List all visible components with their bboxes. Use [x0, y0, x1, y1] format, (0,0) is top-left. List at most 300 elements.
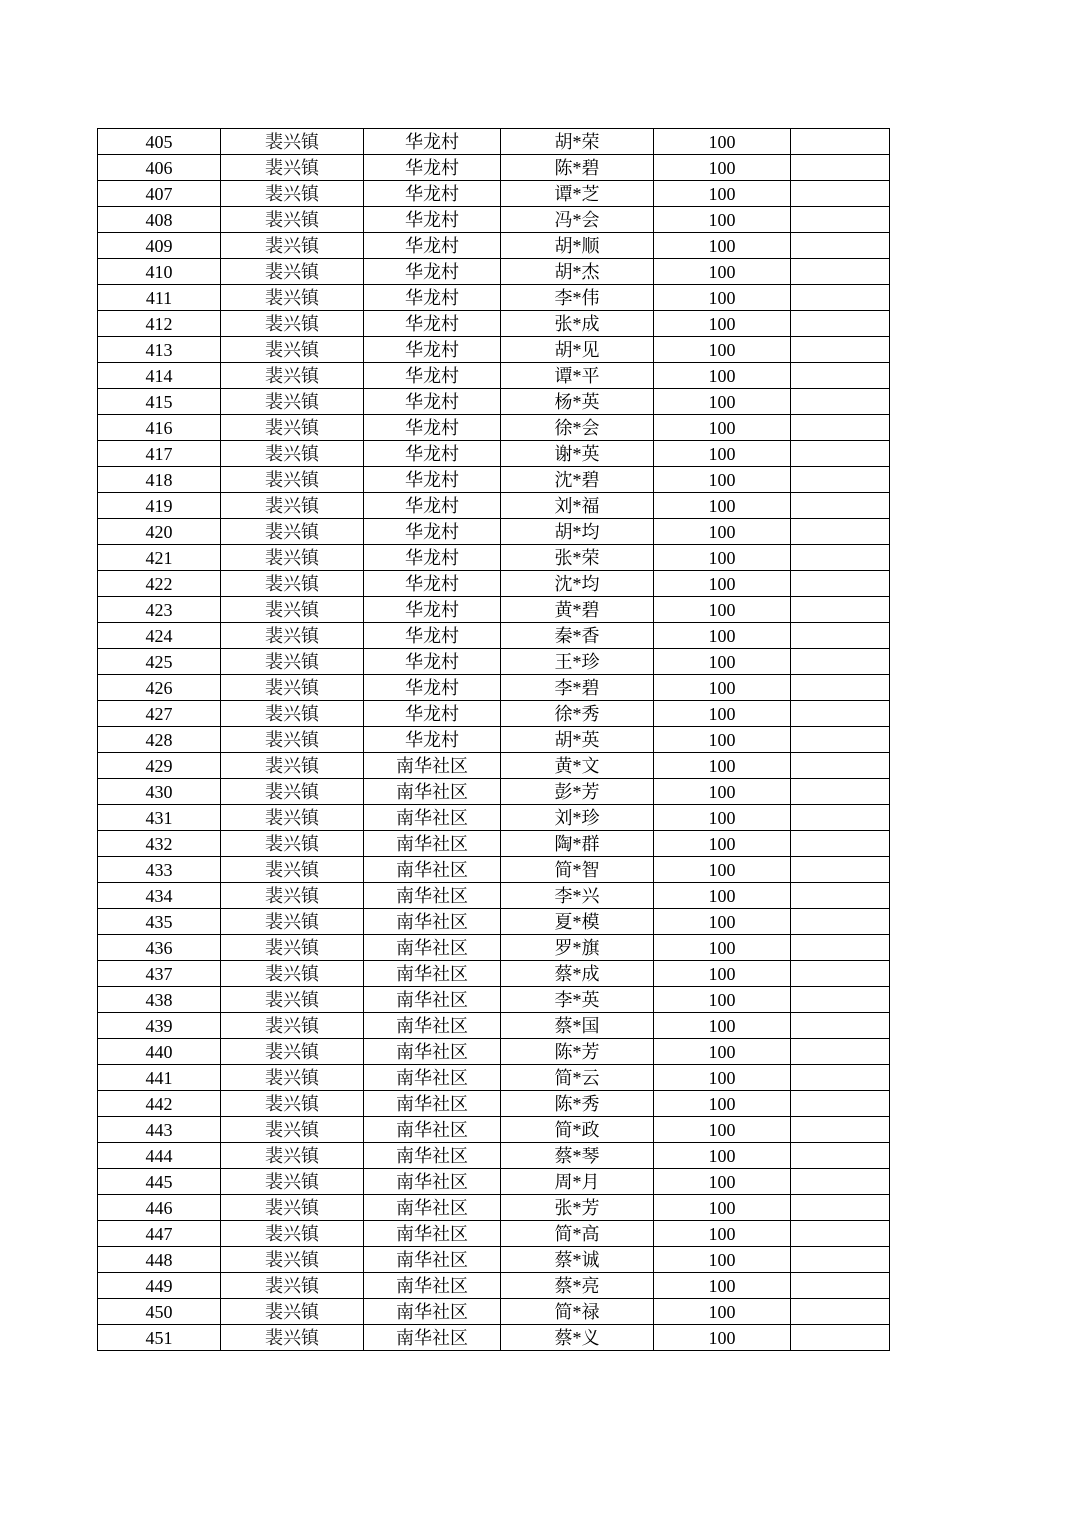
row-number-cell: 450: [98, 1299, 221, 1325]
row-number-cell: 410: [98, 259, 221, 285]
amount-cell: 100: [654, 493, 791, 519]
amount-cell: 100: [654, 857, 791, 883]
name-cell: 谢*英: [501, 441, 654, 467]
amount-cell: 100: [654, 779, 791, 805]
town-cell: 裴兴镇: [221, 727, 364, 753]
table-row: [98, 961, 890, 987]
row-number-cell: 425: [98, 649, 221, 675]
village-cell: 南华社区: [364, 1143, 501, 1169]
note-cell: [791, 1143, 890, 1169]
note-cell: [791, 1195, 890, 1221]
amount-cell: 100: [654, 1273, 791, 1299]
town-cell: 裴兴镇: [221, 571, 364, 597]
village-cell: 华龙村: [364, 363, 501, 389]
name-cell: 蔡*亮: [501, 1273, 654, 1299]
row-number-cell: 437: [98, 961, 221, 987]
name-cell: 彭*芳: [501, 779, 654, 805]
note-cell: [791, 493, 890, 519]
village-cell: 南华社区: [364, 1091, 501, 1117]
row-number-cell: 434: [98, 883, 221, 909]
amount-cell: 100: [654, 1117, 791, 1143]
note-cell: [791, 1039, 890, 1065]
name-cell: 罗*旗: [501, 935, 654, 961]
town-cell: 裴兴镇: [221, 1325, 364, 1351]
village-cell: 南华社区: [364, 1117, 501, 1143]
village-cell: 华龙村: [364, 649, 501, 675]
amount-cell: 100: [654, 259, 791, 285]
note-cell: [791, 519, 890, 545]
village-cell: 南华社区: [364, 961, 501, 987]
name-cell: 张*荣: [501, 545, 654, 571]
amount-cell: 100: [654, 207, 791, 233]
table-row: [98, 1039, 890, 1065]
village-cell: 南华社区: [364, 831, 501, 857]
town-cell: 裴兴镇: [221, 1065, 364, 1091]
table-row: [98, 207, 890, 233]
note-cell: [791, 805, 890, 831]
row-number-cell: 420: [98, 519, 221, 545]
row-number-cell: 430: [98, 779, 221, 805]
name-cell: 张*芳: [501, 1195, 654, 1221]
village-cell: 华龙村: [364, 519, 501, 545]
row-number-cell: 411: [98, 285, 221, 311]
name-cell: 胡*均: [501, 519, 654, 545]
table-row: [98, 935, 890, 961]
name-cell: 秦*香: [501, 623, 654, 649]
name-cell: 简*智: [501, 857, 654, 883]
name-cell: 陈*芳: [501, 1039, 654, 1065]
table-row: [98, 1221, 890, 1247]
row-number-cell: 405: [98, 129, 221, 155]
town-cell: 裴兴镇: [221, 1169, 364, 1195]
town-cell: 裴兴镇: [221, 467, 364, 493]
beneficiary-table: [97, 128, 890, 1351]
note-cell: [791, 259, 890, 285]
row-number-cell: 433: [98, 857, 221, 883]
table-row: [98, 129, 890, 155]
table-row: [98, 1247, 890, 1273]
village-cell: 华龙村: [364, 727, 501, 753]
amount-cell: 100: [654, 805, 791, 831]
town-cell: 裴兴镇: [221, 935, 364, 961]
village-cell: 华龙村: [364, 441, 501, 467]
amount-cell: 100: [654, 935, 791, 961]
note-cell: [791, 701, 890, 727]
name-cell: 刘*福: [501, 493, 654, 519]
table-row: [98, 337, 890, 363]
name-cell: 蔡*诚: [501, 1247, 654, 1273]
amount-cell: 100: [654, 1091, 791, 1117]
row-number-cell: 429: [98, 753, 221, 779]
name-cell: 李*英: [501, 987, 654, 1013]
name-cell: 简*高: [501, 1221, 654, 1247]
table-row: [98, 259, 890, 285]
row-number-cell: 416: [98, 415, 221, 441]
name-cell: 简*云: [501, 1065, 654, 1091]
note-cell: [791, 779, 890, 805]
table-row: [98, 1117, 890, 1143]
note-cell: [791, 311, 890, 337]
amount-cell: 100: [654, 675, 791, 701]
amount-cell: 100: [654, 753, 791, 779]
amount-cell: 100: [654, 389, 791, 415]
row-number-cell: 422: [98, 571, 221, 597]
amount-cell: 100: [654, 571, 791, 597]
note-cell: [791, 207, 890, 233]
note-cell: [791, 285, 890, 311]
town-cell: 裴兴镇: [221, 779, 364, 805]
note-cell: [791, 1169, 890, 1195]
village-cell: 南华社区: [364, 857, 501, 883]
note-cell: [791, 675, 890, 701]
amount-cell: 100: [654, 1169, 791, 1195]
table-row: [98, 1195, 890, 1221]
village-cell: 华龙村: [364, 701, 501, 727]
table-row: [98, 1169, 890, 1195]
amount-cell: 100: [654, 1195, 791, 1221]
amount-cell: 100: [654, 987, 791, 1013]
village-cell: 华龙村: [364, 467, 501, 493]
table-row: [98, 571, 890, 597]
table-row: [98, 623, 890, 649]
name-cell: 谭*芝: [501, 181, 654, 207]
name-cell: 周*月: [501, 1169, 654, 1195]
amount-cell: 100: [654, 311, 791, 337]
village-cell: 南华社区: [364, 909, 501, 935]
row-number-cell: 417: [98, 441, 221, 467]
name-cell: 蔡*琴: [501, 1143, 654, 1169]
amount-cell: 100: [654, 467, 791, 493]
note-cell: [791, 363, 890, 389]
row-number-cell: 432: [98, 831, 221, 857]
name-cell: 胡*顺: [501, 233, 654, 259]
row-number-cell: 438: [98, 987, 221, 1013]
name-cell: 杨*英: [501, 389, 654, 415]
table-row: [98, 805, 890, 831]
village-cell: 华龙村: [364, 311, 501, 337]
town-cell: 裴兴镇: [221, 1143, 364, 1169]
row-number-cell: 441: [98, 1065, 221, 1091]
village-cell: 南华社区: [364, 1273, 501, 1299]
amount-cell: 100: [654, 1065, 791, 1091]
village-cell: 华龙村: [364, 623, 501, 649]
name-cell: 陶*群: [501, 831, 654, 857]
name-cell: 胡*荣: [501, 129, 654, 155]
note-cell: [791, 181, 890, 207]
note-cell: [791, 831, 890, 857]
town-cell: 裴兴镇: [221, 233, 364, 259]
table-row: [98, 597, 890, 623]
table-row: [98, 1299, 890, 1325]
village-cell: 南华社区: [364, 1221, 501, 1247]
amount-cell: 100: [654, 1143, 791, 1169]
village-cell: 华龙村: [364, 129, 501, 155]
note-cell: [791, 467, 890, 493]
table-row: [98, 909, 890, 935]
town-cell: 裴兴镇: [221, 1195, 364, 1221]
name-cell: 谭*平: [501, 363, 654, 389]
row-number-cell: 435: [98, 909, 221, 935]
name-cell: 胡*杰: [501, 259, 654, 285]
town-cell: 裴兴镇: [221, 363, 364, 389]
table-row: [98, 285, 890, 311]
village-cell: 南华社区: [364, 753, 501, 779]
table-row: [98, 727, 890, 753]
town-cell: 裴兴镇: [221, 389, 364, 415]
row-number-cell: 451: [98, 1325, 221, 1351]
table-row: [98, 1273, 890, 1299]
note-cell: [791, 129, 890, 155]
table-row: [98, 493, 890, 519]
village-cell: 南华社区: [364, 1039, 501, 1065]
amount-cell: 100: [654, 363, 791, 389]
row-number-cell: 431: [98, 805, 221, 831]
table-row: [98, 1143, 890, 1169]
table-row: [98, 883, 890, 909]
note-cell: [791, 1065, 890, 1091]
row-number-cell: 412: [98, 311, 221, 337]
town-cell: 裴兴镇: [221, 831, 364, 857]
row-number-cell: 413: [98, 337, 221, 363]
table-row: [98, 1091, 890, 1117]
town-cell: 裴兴镇: [221, 207, 364, 233]
row-number-cell: 447: [98, 1221, 221, 1247]
name-cell: 李*兴: [501, 883, 654, 909]
town-cell: 裴兴镇: [221, 285, 364, 311]
row-number-cell: 444: [98, 1143, 221, 1169]
village-cell: 南华社区: [364, 987, 501, 1013]
table-row: [98, 155, 890, 181]
village-cell: 华龙村: [364, 493, 501, 519]
village-cell: 华龙村: [364, 389, 501, 415]
note-cell: [791, 987, 890, 1013]
table-row: [98, 519, 890, 545]
table-row: [98, 311, 890, 337]
note-cell: [791, 857, 890, 883]
note-cell: [791, 883, 890, 909]
name-cell: 黄*文: [501, 753, 654, 779]
amount-cell: 100: [654, 1221, 791, 1247]
note-cell: [791, 441, 890, 467]
village-cell: 华龙村: [364, 207, 501, 233]
name-cell: 黄*碧: [501, 597, 654, 623]
table-row: [98, 545, 890, 571]
note-cell: [791, 1117, 890, 1143]
town-cell: 裴兴镇: [221, 129, 364, 155]
row-number-cell: 439: [98, 1013, 221, 1039]
amount-cell: 100: [654, 701, 791, 727]
town-cell: 裴兴镇: [221, 181, 364, 207]
name-cell: 简*禄: [501, 1299, 654, 1325]
village-cell: 南华社区: [364, 1169, 501, 1195]
amount-cell: 100: [654, 1299, 791, 1325]
town-cell: 裴兴镇: [221, 545, 364, 571]
amount-cell: 100: [654, 519, 791, 545]
town-cell: 裴兴镇: [221, 1013, 364, 1039]
name-cell: 李*碧: [501, 675, 654, 701]
village-cell: 华龙村: [364, 233, 501, 259]
amount-cell: 100: [654, 1039, 791, 1065]
row-number-cell: 449: [98, 1273, 221, 1299]
table-row: [98, 701, 890, 727]
village-cell: 华龙村: [364, 155, 501, 181]
village-cell: 南华社区: [364, 805, 501, 831]
note-cell: [791, 649, 890, 675]
row-number-cell: 407: [98, 181, 221, 207]
town-cell: 裴兴镇: [221, 311, 364, 337]
table-row: [98, 831, 890, 857]
row-number-cell: 448: [98, 1247, 221, 1273]
note-cell: [791, 753, 890, 779]
name-cell: 胡*见: [501, 337, 654, 363]
village-cell: 南华社区: [364, 883, 501, 909]
amount-cell: 100: [654, 441, 791, 467]
note-cell: [791, 545, 890, 571]
row-number-cell: 446: [98, 1195, 221, 1221]
table-row: [98, 441, 890, 467]
note-cell: [791, 727, 890, 753]
row-number-cell: 406: [98, 155, 221, 181]
table-row: [98, 649, 890, 675]
town-cell: 裴兴镇: [221, 805, 364, 831]
amount-cell: 100: [654, 337, 791, 363]
town-cell: 裴兴镇: [221, 1039, 364, 1065]
town-cell: 裴兴镇: [221, 597, 364, 623]
row-number-cell: 442: [98, 1091, 221, 1117]
note-cell: [791, 909, 890, 935]
town-cell: 裴兴镇: [221, 1299, 364, 1325]
table-row: [98, 779, 890, 805]
name-cell: 沈*均: [501, 571, 654, 597]
town-cell: 裴兴镇: [221, 1273, 364, 1299]
village-cell: 南华社区: [364, 779, 501, 805]
row-number-cell: 418: [98, 467, 221, 493]
note-cell: [791, 415, 890, 441]
note-cell: [791, 623, 890, 649]
row-number-cell: 419: [98, 493, 221, 519]
village-cell: 南华社区: [364, 1325, 501, 1351]
name-cell: 沈*碧: [501, 467, 654, 493]
amount-cell: 100: [654, 285, 791, 311]
town-cell: 裴兴镇: [221, 883, 364, 909]
row-number-cell: 428: [98, 727, 221, 753]
town-cell: 裴兴镇: [221, 675, 364, 701]
town-cell: 裴兴镇: [221, 155, 364, 181]
amount-cell: 100: [654, 831, 791, 857]
row-number-cell: 445: [98, 1169, 221, 1195]
name-cell: 王*珍: [501, 649, 654, 675]
town-cell: 裴兴镇: [221, 337, 364, 363]
town-cell: 裴兴镇: [221, 1221, 364, 1247]
amount-cell: 100: [654, 623, 791, 649]
amount-cell: 100: [654, 181, 791, 207]
name-cell: 李*伟: [501, 285, 654, 311]
table-row: [98, 987, 890, 1013]
amount-cell: 100: [654, 415, 791, 441]
amount-cell: 100: [654, 129, 791, 155]
town-cell: 裴兴镇: [221, 623, 364, 649]
town-cell: 裴兴镇: [221, 753, 364, 779]
row-number-cell: 426: [98, 675, 221, 701]
row-number-cell: 408: [98, 207, 221, 233]
amount-cell: 100: [654, 649, 791, 675]
name-cell: 刘*珍: [501, 805, 654, 831]
row-number-cell: 440: [98, 1039, 221, 1065]
note-cell: [791, 1221, 890, 1247]
name-cell: 简*政: [501, 1117, 654, 1143]
town-cell: 裴兴镇: [221, 1117, 364, 1143]
amount-cell: 100: [654, 1325, 791, 1351]
village-cell: 华龙村: [364, 545, 501, 571]
name-cell: 冯*会: [501, 207, 654, 233]
row-number-cell: 436: [98, 935, 221, 961]
name-cell: 陈*秀: [501, 1091, 654, 1117]
row-number-cell: 423: [98, 597, 221, 623]
village-cell: 南华社区: [364, 1299, 501, 1325]
table-body: [98, 129, 890, 1351]
town-cell: 裴兴镇: [221, 519, 364, 545]
amount-cell: 100: [654, 545, 791, 571]
town-cell: 裴兴镇: [221, 909, 364, 935]
name-cell: 张*成: [501, 311, 654, 337]
amount-cell: 100: [654, 1247, 791, 1273]
row-number-cell: 421: [98, 545, 221, 571]
town-cell: 裴兴镇: [221, 259, 364, 285]
table-row: [98, 1013, 890, 1039]
village-cell: 南华社区: [364, 1065, 501, 1091]
note-cell: [791, 337, 890, 363]
note-cell: [791, 233, 890, 259]
name-cell: 夏*模: [501, 909, 654, 935]
town-cell: 裴兴镇: [221, 1247, 364, 1273]
name-cell: 蔡*国: [501, 1013, 654, 1039]
town-cell: 裴兴镇: [221, 857, 364, 883]
town-cell: 裴兴镇: [221, 701, 364, 727]
amount-cell: 100: [654, 961, 791, 987]
village-cell: 华龙村: [364, 181, 501, 207]
village-cell: 南华社区: [364, 1195, 501, 1221]
table-row: [98, 181, 890, 207]
table-row: [98, 753, 890, 779]
note-cell: [791, 1091, 890, 1117]
note-cell: [791, 1273, 890, 1299]
table-row: [98, 415, 890, 441]
table-row: [98, 1325, 890, 1351]
table-row: [98, 363, 890, 389]
note-cell: [791, 1299, 890, 1325]
name-cell: 蔡*成: [501, 961, 654, 987]
amount-cell: 100: [654, 1013, 791, 1039]
amount-cell: 100: [654, 909, 791, 935]
village-cell: 华龙村: [364, 337, 501, 363]
note-cell: [791, 935, 890, 961]
amount-cell: 100: [654, 883, 791, 909]
town-cell: 裴兴镇: [221, 415, 364, 441]
town-cell: 裴兴镇: [221, 493, 364, 519]
name-cell: 陈*碧: [501, 155, 654, 181]
town-cell: 裴兴镇: [221, 961, 364, 987]
name-cell: 徐*秀: [501, 701, 654, 727]
note-cell: [791, 1325, 890, 1351]
village-cell: 华龙村: [364, 415, 501, 441]
village-cell: 华龙村: [364, 285, 501, 311]
note-cell: [791, 571, 890, 597]
row-number-cell: 414: [98, 363, 221, 389]
amount-cell: 100: [654, 727, 791, 753]
note-cell: [791, 155, 890, 181]
village-cell: 华龙村: [364, 675, 501, 701]
amount-cell: 100: [654, 155, 791, 181]
